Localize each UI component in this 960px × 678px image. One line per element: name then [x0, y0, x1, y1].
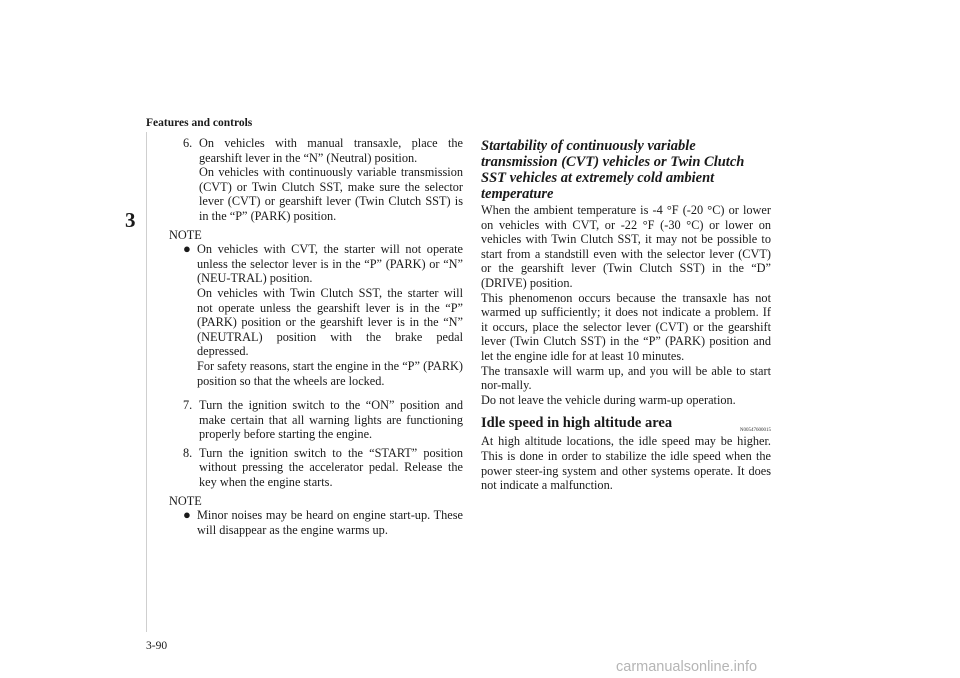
section-body-cold-start	[481, 203, 771, 407]
page-header: Features and controls	[146, 117, 253, 129]
step-text: On vehicles with continuously variable transmission (CVT) or Twin Clutch SST, make sure the selector lever (CVT) or gearshift lever (Twin Clutch SST) is in the “P” (PARK) position.	[199, 165, 463, 223]
step-8	[183, 446, 463, 490]
step-number: 7.	[183, 398, 193, 413]
step-6	[183, 136, 463, 224]
section-title-row-altitude	[481, 415, 771, 434]
paragraph: This phenomenon occurs because the transaxle has not warmed up sufficiently; it does not indicate a problem. If it occurs, place the selector lever (CVT) or the gearshift lever (Twin Clutch SST) in the “P” (PARK) position and let the engine idle for at least 10 minutes.	[481, 290, 771, 363]
paragraph: At high altitude locations, the idle speed may be higher. This is done in order to stabilize the idle speed when the power steer-ing system and other systems operate. It does not indicate a malfunction.	[481, 434, 771, 493]
step-text: Turn the ignition switch to the “START” position without pressing the accelerator pedal. Release the key when the engine starts.	[199, 445, 463, 490]
paragraph: Do not leave the vehicle during warm-up operation.	[481, 392, 736, 407]
note-text: On vehicles with Twin Clutch SST, the starter will not operate unless the gearshift lever is in the “P” (PARK) position or the gearshift lever is in the “N” (NEUTRAL) position with the brake pedal depressed.	[197, 285, 463, 359]
note-text: For safety reasons, start the engine in the “P” (PARK) position so that the wheels are locked.	[197, 358, 463, 388]
right-column	[481, 138, 771, 493]
note-label: NOTE	[169, 493, 202, 508]
bullet-icon: ●	[183, 507, 191, 523]
bullet-icon: ●	[183, 241, 191, 257]
section-title-cold-start: Startability of continuously variable transmission (CVT) vehicles or Twin Clutch SST vehicles at extremely cold ambient temperature	[481, 138, 745, 202]
watermark: carmanualsonline.info	[616, 659, 758, 675]
step-7	[183, 398, 463, 442]
step-number: 8.	[183, 445, 193, 460]
paragraph: The transaxle will warm up, and you will be able to start nor-mally.	[481, 363, 771, 393]
note-text: On vehicles with CVT, the starter will not operate unless the selector lever is in the “P” (PARK) or “N” (NEU-TRAL) position.	[197, 242, 463, 286]
chapter-tab: 3	[125, 208, 136, 232]
note-label: NOTE	[169, 227, 202, 242]
note-bullet	[183, 508, 463, 537]
step-text: Turn the ignition switch to the “ON” position and make certain that all warning lights are functioning properly before starting the engine.	[199, 398, 463, 442]
step-number: 6.	[183, 136, 193, 150]
section-title-altitude: Idle speed in high altitude area	[481, 415, 673, 432]
note-text: Minor noises may be heard on engine start-up. These will disappear as the engine warms up.	[197, 508, 463, 537]
reference-code: N00547600015	[739, 428, 771, 434]
step-text: On vehicles with manual transaxle, place the gearshift lever in the “N” (Neutral) position.	[199, 136, 463, 165]
left-column	[169, 136, 463, 547]
page-divider	[146, 132, 147, 632]
paragraph: When the ambient temperature is -4 °F (-20 °C) or lower on vehicles with CVT, or -22 °F (-30 °C) or lower on vehicles with Twin Clutch SST, it may not be possible to start from a standstill even with the selector lever (CVT) or the gearshift lever (Twin Clutch SST) in the “D” (DRIVE) position.	[481, 203, 771, 290]
section-body-altitude	[481, 434, 771, 492]
page-number: 3-90	[146, 640, 168, 652]
note-bullet	[183, 242, 463, 388]
